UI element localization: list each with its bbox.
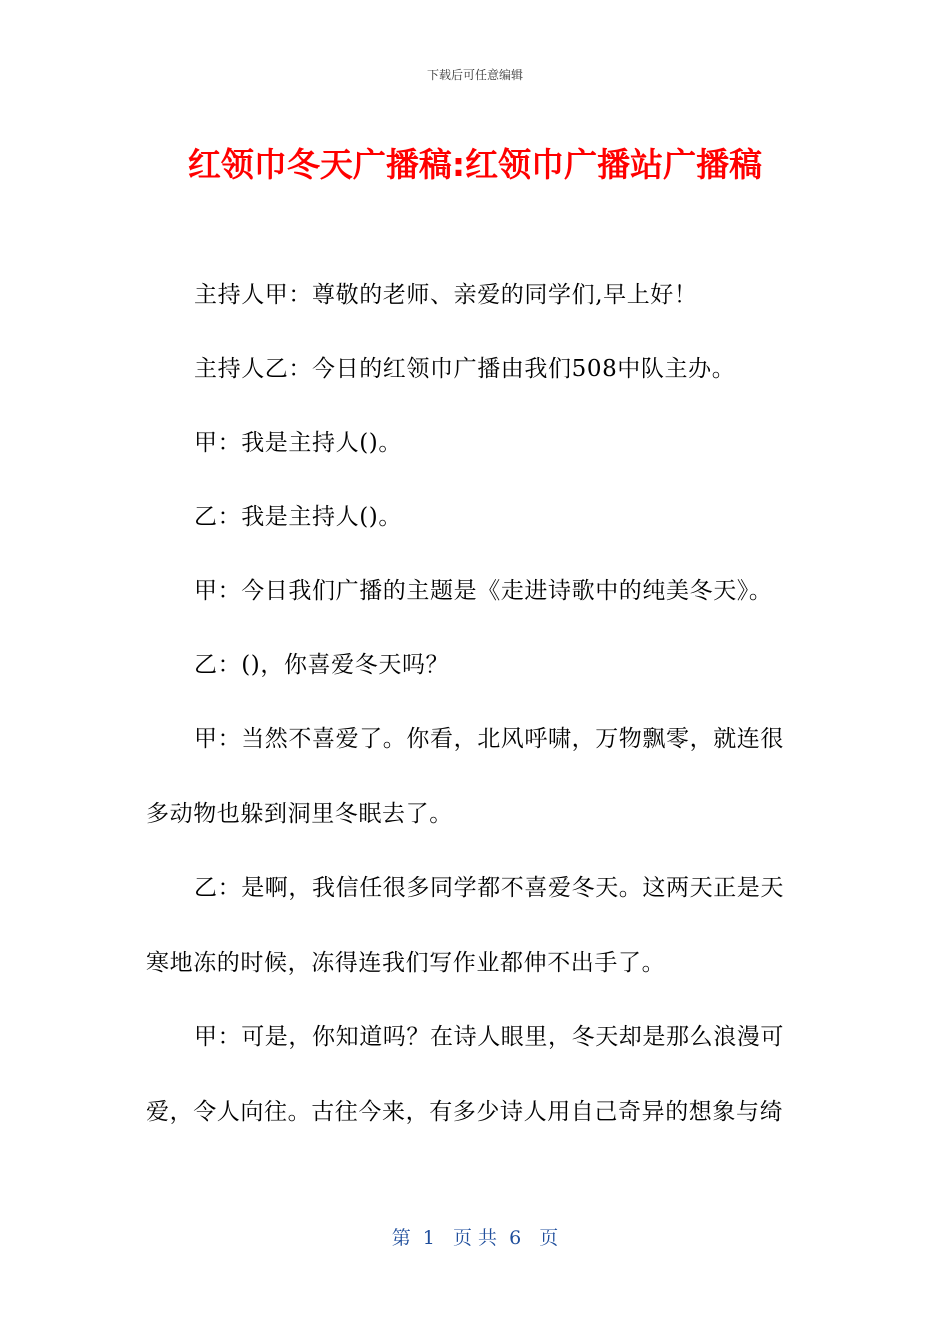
paragraph-line: 甲：可是，你知道吗？在诗人眼里，冬天却是那么浪漫可 <box>194 1024 784 1050</box>
paragraph-line: 爱，令人向往。古往今来，有多少诗人用自己奇异的想象与绮 <box>146 1099 784 1125</box>
paragraph-line: 乙：()，你喜爱冬天吗？ <box>194 652 450 678</box>
paragraph-line: 乙：我是主持人()。 <box>194 504 402 530</box>
paragraph-line: 甲：当然不喜爱了。你看，北风呼啸，万物飘零，就连很 <box>194 726 784 752</box>
paragraph-line: 主持人乙：今日的红领巾广播由我们508中队主办。 <box>194 356 736 382</box>
paragraph-8 <box>146 851 792 1001</box>
paragraph-9 <box>146 1000 792 1150</box>
header-note: 下载后可任意编辑 <box>426 68 523 82</box>
document-body <box>146 277 792 1168</box>
paragraph-2 <box>146 351 792 388</box>
paragraph-line: 寒地冻的时候，冻得连我们写作业都伸不出手了。 <box>146 950 666 976</box>
paragraph-line: 多动物也躲到洞里冬眠去了。 <box>146 801 453 827</box>
paragraph-7 <box>146 702 792 852</box>
paragraph-line: 甲：我是主持人()。 <box>194 430 402 456</box>
document-title: 红领巾冬天广播稿:红领巾广播站广播稿 <box>187 145 763 184</box>
paragraph-3 <box>146 425 792 462</box>
paragraph-1 <box>146 277 792 314</box>
paragraph-line: 乙：是啊，我信任很多同学都不喜爱冬天。这两天正是天 <box>194 875 784 901</box>
paragraph-line: 主持人甲：尊敬的老师、亲爱的同学们,早上好！ <box>194 282 698 308</box>
paragraph-5 <box>146 573 792 610</box>
paragraph-line: 甲：今日我们广播的主题是《走进诗歌中的纯美冬天》。 <box>194 578 773 604</box>
paragraph-6 <box>146 647 792 684</box>
page-number-footer: 第 1 页 共 6 页 <box>391 1227 559 1249</box>
paragraph-4 <box>146 499 792 536</box>
